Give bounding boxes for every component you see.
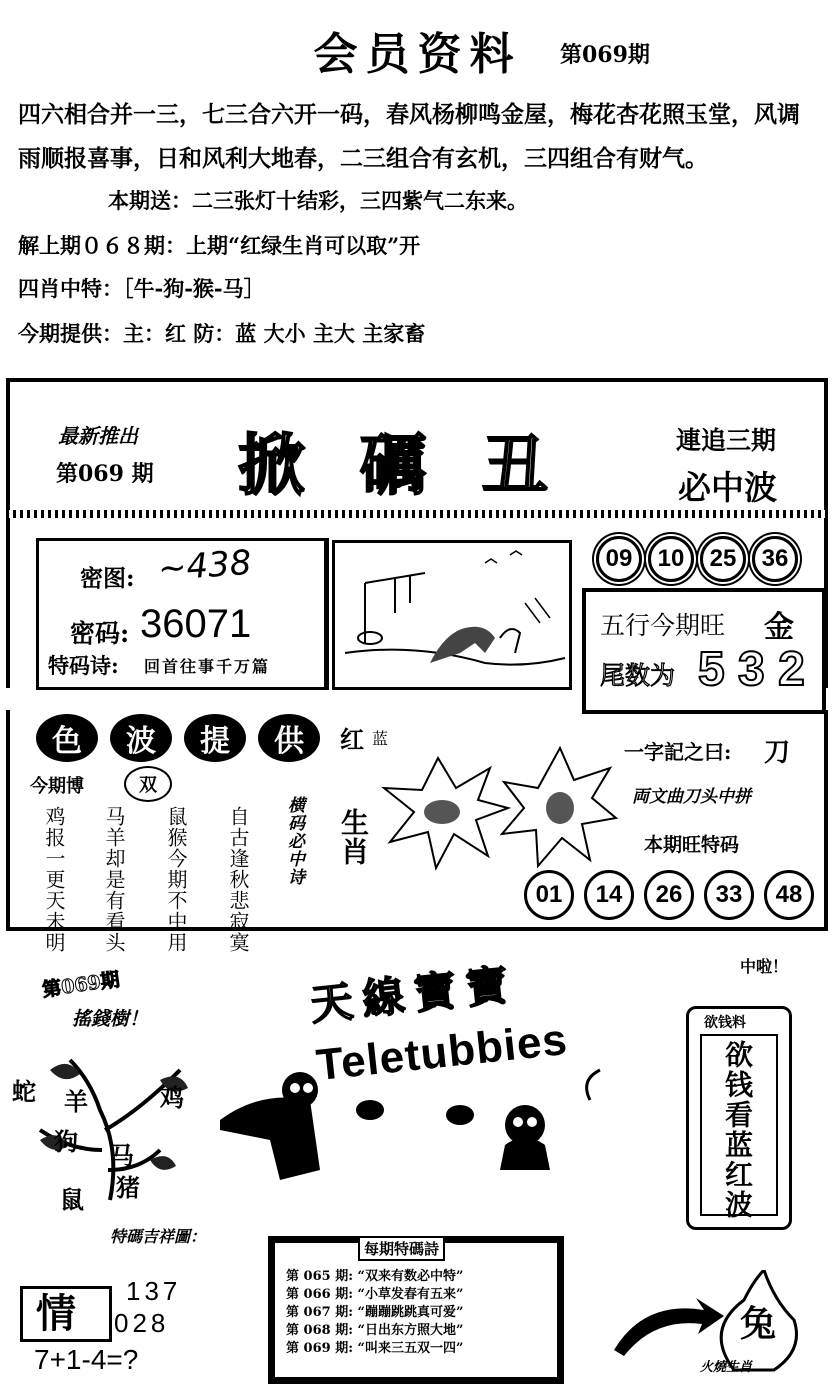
wuxing-element: 金 (764, 610, 794, 645)
text-line-3: 本期送：二三张灯十结彩，三四紫气二东来。 (108, 188, 528, 213)
poem-column-4: 自古逢秋悲寂寞 (226, 806, 250, 953)
clue-label: 一字記之曰: (624, 740, 732, 764)
riddle-num2: 028 (114, 1308, 170, 1338)
top-ball: 36 (752, 536, 798, 582)
tree-word: 马 (110, 1141, 134, 1170)
color-wave-pills (36, 714, 320, 762)
scroll-top: 欲钱料 (704, 1015, 746, 1031)
tree-word: 鼠 (60, 1185, 84, 1214)
poem-column-1: 鸡报一更天未明 (42, 806, 66, 953)
pill: 波 (110, 714, 172, 762)
zodiac-label: 生肖 (337, 808, 370, 866)
red-sub: 蓝 (372, 729, 389, 748)
scroll-text: 欲钱看蓝红波 (721, 1040, 754, 1220)
riddle-char: 情 (36, 1290, 76, 1337)
teletubbies-figures (220, 1060, 620, 1210)
tail-value: 5 3 2 (698, 643, 805, 696)
tree-word: 羊 (64, 1087, 88, 1116)
streak-label: 連追三期 (676, 426, 777, 455)
poem-list (286, 1268, 464, 1358)
poem-column-3: 鼠猴今期不中用 (164, 806, 188, 953)
poem-issue: 第 066 期: (286, 1287, 353, 1302)
bottom-issue-tag: 第069期 (41, 968, 122, 1002)
money-tree (10, 1040, 210, 1210)
poem-row (286, 1286, 464, 1304)
poem-issue: 第 068 期: (286, 1323, 353, 1338)
poem-text: “叫来三五双一四” (357, 1341, 464, 1356)
brand-en: Teletubbies (314, 1014, 571, 1091)
poem-label: 特码诗: (48, 653, 119, 678)
banner-issue: 第069 期 (56, 461, 154, 487)
poem-row (286, 1340, 464, 1358)
side-label: 横码必中诗 (284, 796, 304, 886)
text-line-6: 今期提供：主：红 防：蓝 大小 主大 主家畜 (18, 321, 426, 346)
tree-label: 搖錢樹！ (72, 1008, 149, 1030)
picture-box (332, 540, 572, 690)
special-ball: 26 (644, 870, 694, 920)
starburst-zodiacs (378, 738, 618, 878)
special-balls-row (524, 870, 814, 920)
must-win-label: 必中波 (678, 468, 777, 507)
top-balls-row (596, 536, 798, 582)
pill: 色 (36, 714, 98, 762)
clue-value: 刀 (764, 738, 791, 768)
special-label: 本期旺特码 (644, 834, 740, 856)
rabbit-char: 兔 (740, 1303, 777, 1345)
poem-issue: 第 067 期: (286, 1305, 353, 1320)
poem-value: 回首往事千万篇 (144, 657, 271, 676)
poem-row (286, 1304, 464, 1322)
top-ball: 25 (700, 536, 746, 582)
code-value: 36071 (140, 602, 252, 646)
picture-label: 特碼吉祥圖： (110, 1227, 207, 1246)
poem-column-2: 马羊却是有看头 (102, 806, 126, 953)
text-line-4: 解上期０６８期：上期“红绿生肖可以取”开 (18, 233, 421, 258)
poem-text: “小草发春有五来” (357, 1287, 464, 1302)
text-line-1: 四六相合并一三，七三合六开一码，春风杨柳鸣金屋，梅花杏花照玉堂，风调 (18, 101, 800, 128)
poem-text: “双来有数必中特” (357, 1269, 464, 1284)
poem-text: “蹦蹦跳跳真可爱” (357, 1305, 464, 1320)
tree-word: 猪 (116, 1173, 140, 1202)
pill: 提 (184, 714, 246, 762)
riddle-num1: 137 (126, 1276, 182, 1306)
issue-number: 第069期 (560, 42, 650, 68)
rabbit-label: 火燒生肖 (700, 1360, 753, 1375)
poem-issue: 第 069 期: (286, 1341, 353, 1356)
tail-label: 尾数为 (600, 661, 676, 690)
hit-label: 中啦！ (740, 957, 789, 976)
special-ball: 01 (524, 870, 574, 920)
bet-label: 今期博 (30, 776, 84, 797)
poem-board-title: 每期特碼詩 (358, 1236, 445, 1261)
poem-text: “日出东方照大地” (357, 1323, 464, 1338)
top-ball: 09 (596, 536, 642, 582)
red-label: 红 (340, 725, 364, 754)
special-ball: 33 (704, 870, 754, 920)
banner-logo: 掀礪丑 (238, 427, 604, 504)
tree-word: 狗 (54, 1127, 78, 1156)
pill: 供 (258, 714, 320, 762)
poem-row (286, 1268, 464, 1286)
page-title: 会员资料 (313, 29, 522, 80)
special-ball: 14 (584, 870, 634, 920)
bet-value: 双 (124, 766, 172, 802)
special-ball: 48 (764, 870, 814, 920)
clue-text: 両文曲刀头中拼 (632, 787, 751, 807)
latest-label: 最新推出 (58, 424, 138, 448)
poem-row (286, 1322, 464, 1340)
banner-divider (6, 510, 828, 518)
poem-issue: 第 065 期: (286, 1269, 353, 1284)
tree-word: 蛇 (12, 1077, 36, 1106)
code-label: 密码: (70, 619, 130, 648)
wuxing-label: 五行今期旺 (600, 611, 726, 640)
text-line-2: 雨顺报喜事，日和风利大地春，二三组合有玄机，三四组合有财气。 (18, 145, 708, 172)
tree-word: 鸡 (160, 1083, 184, 1112)
horse-sketch (335, 543, 569, 687)
riddle-equation: 7+1-4=? (34, 1344, 139, 1375)
top-ball: 10 (648, 536, 694, 582)
brand-cn: 天線寶寶 (308, 959, 521, 1030)
map-label: 密图: (80, 565, 135, 592)
text-line-5: 四肖中特：［牛-狗-猴-马］ (18, 276, 265, 301)
map-scribble: ~438 (156, 542, 253, 590)
